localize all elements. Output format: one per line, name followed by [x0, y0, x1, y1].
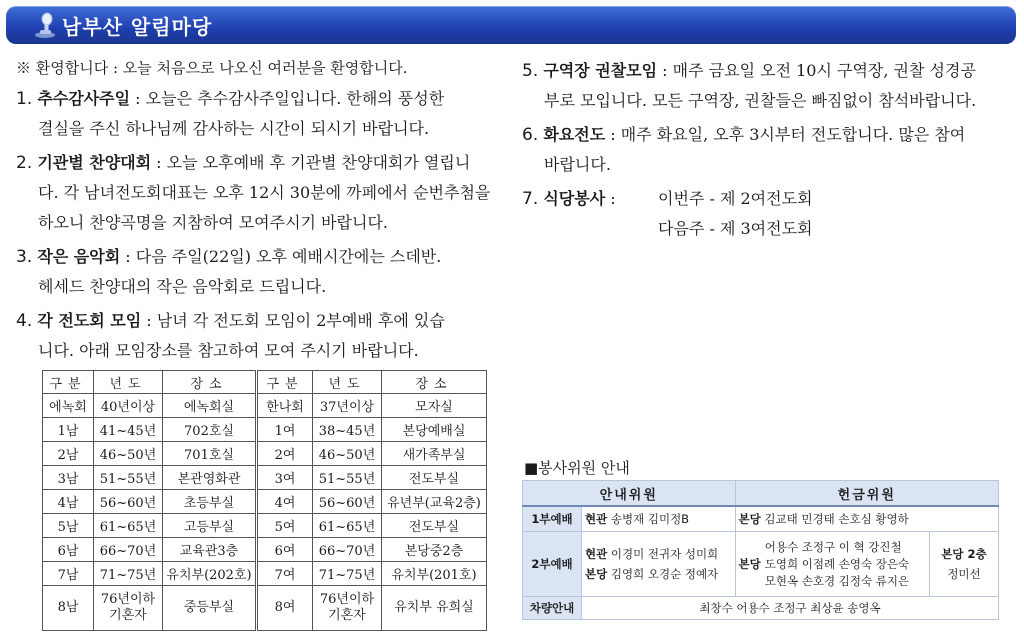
table-row [43, 442, 487, 466]
table-cell: 4남 [43, 490, 94, 514]
table-row [43, 538, 487, 562]
table-cell: 유치부(202호) [163, 562, 257, 586]
table-cell: 본관영화관 [163, 466, 257, 490]
table-cell: 701호실 [163, 442, 257, 466]
right-column [522, 56, 1002, 248]
table-cell: 71~75년 [94, 562, 163, 586]
table-row [43, 394, 487, 418]
table-row: 2부예배 현관 이경미 전귀자 성미희 본당 김영희 오경순 정예자 본당 어용수 조정구 이 혁 강진철 도영희 이점례 손영숙 장은숙 모현옥 손호경 김정숙 류지은 본당 2층 정미선 [523, 532, 999, 597]
table-cell: 6여 [257, 538, 313, 562]
announcement-6: 6. 화요전도 : 매주 화요일, 오후 3시부터 전도합니다. 많은 참여 바랍니다. [522, 125, 966, 174]
announcement-heading: 기관별 찬양대회 [37, 153, 152, 172]
service-table [522, 480, 999, 620]
table-row [43, 466, 487, 490]
announcement-3: 3. 작은 음악회 : 다음 주일(22일) 오후 예배시간에는 스데반. 헤세드 찬양대의 작은 음악회로 드립니다. [16, 247, 442, 296]
table-cell: 본당중2층 [382, 538, 487, 562]
table-row [43, 490, 487, 514]
table-cell: 56~60년 [313, 490, 382, 514]
table-cell: 702호실 [163, 418, 257, 442]
table-cell: 7여 [257, 562, 313, 586]
announcement-heading: 추수감사주일 [37, 89, 131, 108]
microphone-icon [32, 11, 58, 39]
table-row: 8남 76년이하 기혼자 중등부실 8여 76년이하 기혼자 유치부 유희실 [43, 586, 487, 631]
announcement-heading: 작은 음악회 [37, 247, 121, 266]
table-cell: 모자실 [382, 394, 487, 418]
table-cell: 한나회 [257, 394, 313, 418]
announcement-7: 7. 식당봉사 : 이번주 - 제 2여전도회 다음주 - 제 3여전도회 [522, 184, 1002, 244]
table-header-row [43, 371, 487, 394]
table-cell: 유치부(201호) [382, 562, 487, 586]
table-cell: 새가족부실 [382, 442, 487, 466]
table-cell: 38~45년 [313, 418, 382, 442]
welcome-message: ※ 환영합니다 : 오늘 처음으로 나오신 여러분을 환영합니다. [16, 59, 408, 77]
table-header: 년도 [313, 371, 382, 394]
table-cell: 에녹회실 [163, 394, 257, 418]
table-cell: 46~50년 [94, 442, 163, 466]
table-cell: 40년이상 [94, 394, 163, 418]
table-cell: 41~45년 [94, 418, 163, 442]
table-cell: 71~75년 [313, 562, 382, 586]
table-row: 1부예배 현관 송병재 김미정B 본당 김교태 민경태 손호심 황영하 [523, 506, 999, 532]
table-cell: 61~65년 [94, 514, 163, 538]
table-cell: 고등부실 [163, 514, 257, 538]
offering-header: 헌금위원 [735, 481, 998, 507]
left-column [16, 56, 501, 370]
table-header: 장소 [382, 371, 487, 394]
meal-this-week: 이번주 - 제 2여전도회 [658, 189, 813, 208]
table-cell: 3여 [257, 466, 313, 490]
table-cell: 37년이상 [313, 394, 382, 418]
table-cell: 56~60년 [94, 490, 163, 514]
table-row: 차량안내 최창수 어용수 조정구 최상윤 송영옥 [523, 597, 999, 620]
table-row [43, 514, 487, 538]
meeting-place-table [42, 370, 487, 631]
table-cell: 전도부실 [382, 514, 487, 538]
table-cell: 3남 [43, 466, 94, 490]
table-cell: 66~70년 [313, 538, 382, 562]
table-cell: 51~55년 [313, 466, 382, 490]
table-cell: 61~65년 [313, 514, 382, 538]
table-cell: 5여 [257, 514, 313, 538]
table-cell: 5남 [43, 514, 94, 538]
table-cell: 유년부(교육2층) [382, 490, 487, 514]
table-cell: 교육관3층 [163, 538, 257, 562]
announcement-heading: 화요전도 [543, 125, 606, 144]
table-header: 구분 [257, 371, 313, 394]
table-cell: 본당예배실 [382, 418, 487, 442]
table-cell: 2여 [257, 442, 313, 466]
table-cell: 46~50년 [313, 442, 382, 466]
service-title: ■봉사위원 안내 [524, 459, 630, 477]
table-cell: 1여 [257, 418, 313, 442]
announcement-4: 4. 각 전도회 모임 : 남녀 각 전도회 모임이 2부예배 후에 있습 니다. 아래 모임장소를 참고하여 모여 주시기 바랍니다. [16, 311, 445, 360]
announcement-5: 5. 구역장 권찰모임 : 매주 금요일 오전 10시 구역장, 권찰 성경공 부로 모입니다. 모든 구역장, 권찰들은 빠짐없이 참석바랍니다. [522, 61, 977, 110]
table-row [43, 562, 487, 586]
table-cell: 초등부실 [163, 490, 257, 514]
table-cell: 51~55년 [94, 466, 163, 490]
table-cell: 4여 [257, 490, 313, 514]
announcement-heading: 구역장 권찰모임 [543, 61, 658, 80]
table-header: 구분 [43, 371, 94, 394]
table-row [43, 418, 487, 442]
announcement-2: 2. 기관별 찬양대회 : 오늘 오후예배 후 기관별 찬양대회가 열립니 다. 각 남녀전도회대표는 오후 12시 30분에 까페에서 순번추첨을 하오니 찬양곡명을 지참하여 모여주시기 바랍니다. [16, 153, 491, 232]
table-cell: 전도부실 [382, 466, 487, 490]
announcement-1: 1. 추수감사주일 : 오늘은 추수감사주일입니다. 한해의 풍성한 결실을 주신 하나님께 감사하는 시간이 되시기 바랍니다. [16, 89, 445, 138]
announcement-heading: 식당봉사 [543, 189, 606, 208]
page-title: 남부산 알림마당 [62, 15, 213, 39]
table-header: 장소 [163, 371, 257, 394]
title-bar [6, 6, 1016, 44]
announcement-heading: 각 전도회 모임 [37, 311, 142, 330]
table-cell: 1남 [43, 418, 94, 442]
table-cell: 2남 [43, 442, 94, 466]
table-cell: 66~70년 [94, 538, 163, 562]
meal-next-week: 다음주 - 제 3여전도회 [658, 219, 813, 238]
table-cell: 7남 [43, 562, 94, 586]
table-cell: 에녹회 [43, 394, 94, 418]
table-header: 년도 [94, 371, 163, 394]
guide-header: 안내위원 [523, 481, 736, 507]
table-cell: 6남 [43, 538, 94, 562]
